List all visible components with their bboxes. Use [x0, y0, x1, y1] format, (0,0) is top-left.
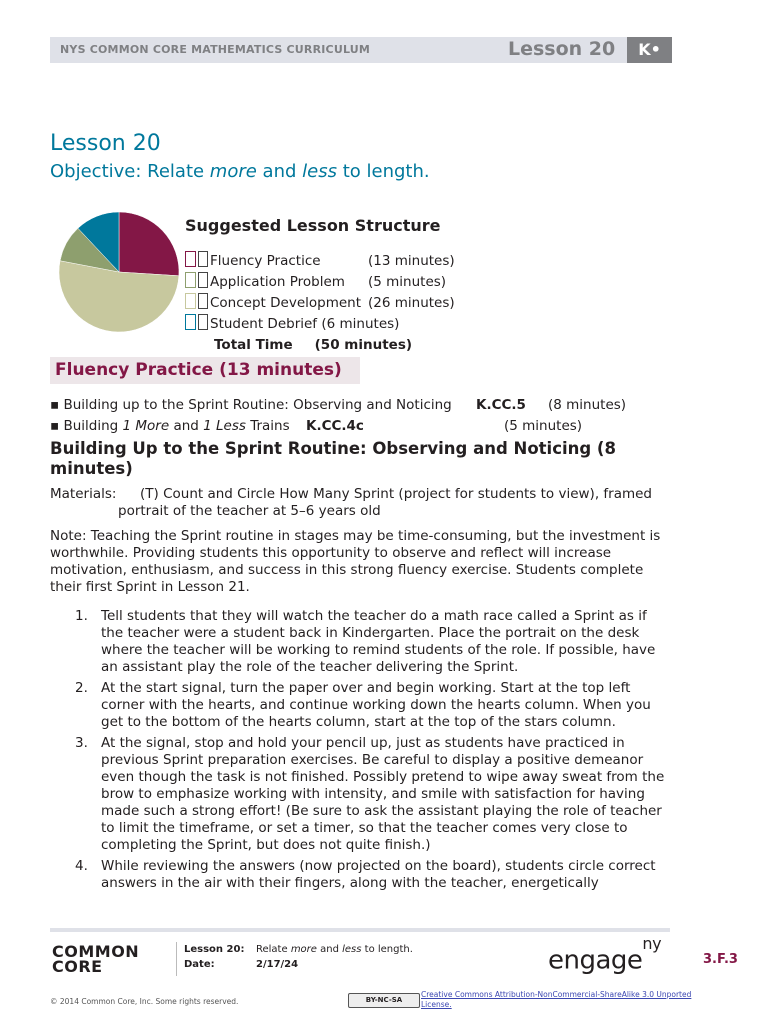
checkbox-icon: [198, 272, 208, 288]
license-link[interactable]: Creative Commons Attribution-NonCommercial-ShareAlike 3.0 Unported License.: [421, 990, 692, 1009]
pie-slice-fluency-practice: [119, 212, 179, 276]
structure-heading: Suggested Lesson Structure: [185, 216, 441, 235]
concept-color-box: [185, 293, 196, 309]
engageny-logo: engage$^{ny}$: [548, 934, 662, 976]
header-lesson: Lesson 20: [508, 38, 616, 60]
fluency-bullet-2: ▪ Building 1 More and 1 Less Trains K.CC.4c (5 minutes): [50, 418, 583, 434]
structure-row-application: Application Problem (5 minutes): [185, 272, 446, 290]
checkbox-icon: [198, 314, 208, 330]
checkbox-icon: [198, 251, 208, 267]
total-time: Total Time (50 minutes): [214, 337, 413, 353]
footer-lesson-title: Relate more and less to length.: [256, 944, 413, 955]
structure-row-debrief: Student Debrief (6 minutes): [185, 314, 399, 332]
checkbox-icon: [198, 293, 208, 309]
structure-row-concept: Concept Development (26 minutes): [185, 293, 455, 311]
application-color-box: [185, 272, 196, 288]
page-title: Lesson 20: [50, 131, 161, 156]
list-item: 3. At the signal, stop and hold your pencil up, just as students have practiced in previous Sprint preparation exercises. Be careful to display a positive demeanor even though the task is not finished. Possibly pretend to wipe away sweat from the brow to emphasize working with intensity, and smile with satisfaction for having made such a strong effort! (Be sure to ask the assistant playing the role of teacher to limit the timeframe, or set a timer, so that the teacher comes very close to completing the Sprint, but does not quite finish.): [75, 735, 665, 853]
copyright: © 2014 Common Core, Inc. Some rights reserved.: [50, 997, 239, 1006]
common-core-logo: COMMON CORE: [52, 942, 140, 976]
procedure-list: [50, 608, 670, 896]
materials: Materials: (T) Count and Circle How Many Sprint (project for students to view), framed portrait of the teacher at 5–6 years old: [50, 486, 653, 519]
bullet-time: (8 minutes): [548, 397, 627, 413]
list-item: 2. At the start signal, turn the paper over and begin working. Start at the top left corner with the hearts, and continue working down the hearts column. When you get to the bottom of the hearts column, start at the top of the stars column.: [75, 680, 651, 730]
teacher-note: Note: Teaching the Sprint routine in stages may be time-consuming, but the investment is worthwhile. Providing students this opportunity to observe and reflect will increase motivation, enthusiasm, and success in this strong fluency exercise. Students complete their first Sprint in Lesson 21.: [50, 528, 661, 595]
debrief-color-box: [185, 314, 196, 330]
fluency-bullet-1: ▪ Building up to the Sprint Routine: Observing and Noticing K.CC.5 (8 minutes): [50, 397, 627, 413]
page-number: 3.F.3: [703, 952, 738, 967]
objective: Objective: Relate more and less to length.: [50, 161, 430, 182]
section-heading: Building Up to the Sprint Routine: Observing and Noticing (8 minutes): [50, 439, 616, 478]
footer-date: 2/17/24: [256, 959, 299, 970]
structure-row-fluency: Fluency Practice (13 minutes): [185, 251, 455, 269]
footer-divider: [176, 942, 177, 976]
list-item: 4. While reviewing the answers (now projected on the board), students circle correct answers in the air with their fingers, along with the teacher, energetically: [75, 858, 656, 891]
cc-license-badge: BY-NC-SA: [348, 993, 420, 1008]
lesson-structure-pie-chart: [58, 211, 180, 333]
bullet-time: (5 minutes): [504, 418, 583, 434]
curriculum-title: NYS COMMON CORE MATHEMATICS CURRICULUM: [60, 43, 371, 56]
fluency-color-box: [185, 251, 196, 267]
standard-code: K.CC.4c: [306, 418, 364, 434]
standard-code: K.CC.5: [476, 397, 526, 413]
footer-lesson-label: Lesson 20:: [184, 944, 245, 955]
grade-badge: K•: [627, 37, 672, 63]
footer-rule: [50, 928, 670, 932]
fluency-heading: Fluency Practice (13 minutes): [55, 360, 342, 380]
list-item: 1. Tell students that they will watch the teacher do a math race called a Sprint as if the teacher were a student back in Kindergarten. Place the portrait on the desk where the teacher will be working to remind students of the role. If possible, have an assistant play the role of the teacher delivering the Sprint.: [75, 608, 656, 675]
footer-date-label: Date:: [184, 959, 215, 970]
